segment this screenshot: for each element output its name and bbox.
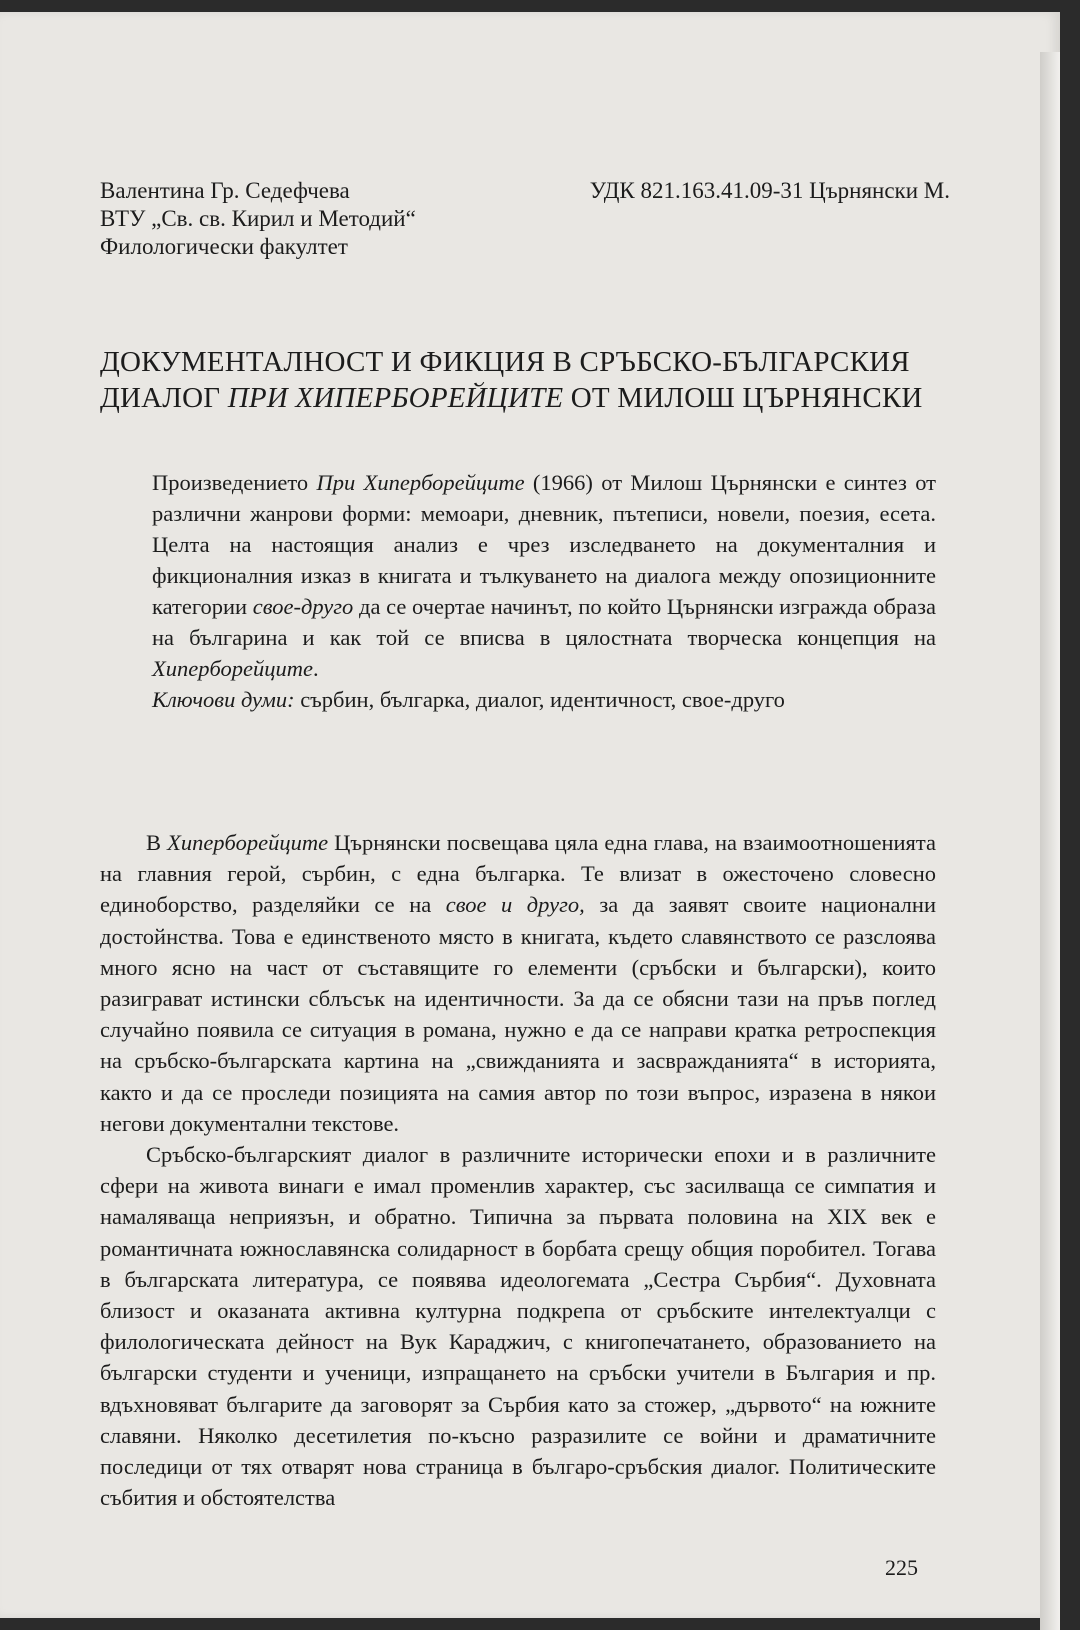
article-title xyxy=(100,344,950,416)
text: В xyxy=(146,830,168,855)
body-paragraph-1 xyxy=(100,827,936,1139)
title-line-1: ДОКУМЕНТАЛНОСТ И ФИКЦИЯ В СРЪБСКО-БЪЛГАРСКИЯ xyxy=(100,346,910,378)
italic-text: Хиперборейците xyxy=(167,830,329,855)
abstract xyxy=(152,467,936,715)
italic-text: свое и друго, xyxy=(445,892,585,918)
keywords-list: сърбин, българка, диалог, идентичност, свое-друго xyxy=(294,687,785,712)
page-edge xyxy=(1040,52,1060,1630)
abstract-paragraph xyxy=(152,467,936,684)
title-suffix: ОТ МИЛОШ ЦЪРНЯНСКИ xyxy=(563,382,923,414)
text: . xyxy=(312,656,319,681)
title-italic: ПРИ ХИПЕРБОРЕЙЦИТЕ xyxy=(227,382,564,414)
text: Църнянски посвещава цяла една глава, на взаимоотношенията на главния герой, сърбин, с една българка. Те влизат в ожесточено словесно единоборство, разделяйки се на xyxy=(100,830,936,918)
text: Произведението xyxy=(152,470,317,495)
italic-text: Хиперборейците xyxy=(152,656,313,681)
body-paragraph-2: Сръбско-българският диалог в различните исторически епохи и в различните сфери на живота винаги е имал променлив характер, със засилваща се симпатия и намаляваща неприязън, и обратно. Типична за първата половина на XIX век е романтичната южнославянска солидарност в борбата срещу общия поробител. Тогава в българската литература, се появява идеологемата „Сестра Сърбия“. Духовната близост и оказаната активна културна подкрепа от сръбските интелектуалци с филологическата дейност на Вук Караджич, с книгопечатането, образованието на български студенти и ученици, изпращането на сръбски учители в България и пр. вдъхновяват българите да заговорят за Сърбия като за стожер, „дървото“ на южните славяни. Няколко десетилетия по-късно разразилите се войни и драматичните последици от тях отварят нова страница в българо-сръбския диалог. Политическите събития и обстоятелства xyxy=(100,1142,936,1511)
page-number: 225 xyxy=(885,1555,918,1580)
keywords-label: Ключови думи: xyxy=(152,687,295,712)
title-prefix: ДИАЛОГ xyxy=(100,382,228,414)
text: за да заявят своите национални достойнства. Това е единственото място в книгата, където славянството се разслоява много ясно на част от съставящите го елементи (сръбски и български), които разиграват истински сблъсък на идентичности. За да се обясни тази на пръв поглед случайно появила се ситуация в романа, нужно е да се направи кратка ретроспекция на сръбско-българската картина на „свижданията и засвражданията“ в историята, както и да се проследи позицията на самия автор по този въпрос, изразена в някои негови документални текстове. xyxy=(100,892,936,1136)
italic-text: свое-друго xyxy=(252,594,354,619)
text: да се очертае начинът, по който Църнянски изгражда образа на българина и как той се вписва в цялостната творческа концепция на xyxy=(152,594,936,650)
institution: ВТУ „Св. св. Кирил и Методий“ xyxy=(100,206,416,231)
udk-code: УДК 821.163.41.09-31 Църнянски М. xyxy=(589,178,950,203)
author-name: Валентина Гр. Седефчева xyxy=(100,178,350,203)
book-page xyxy=(0,12,1060,1618)
body-text xyxy=(100,827,936,1513)
keywords xyxy=(152,684,936,715)
faculty: Филологически факултет xyxy=(100,234,348,259)
italic-text: При Хиперборейците xyxy=(316,470,525,495)
title-line-2 xyxy=(100,380,950,416)
author-info xyxy=(100,177,416,261)
text: (1966) от Милош Църнянски е синтез от различни жанрови форми: мемоари, дневник, пътеписи, новели, поезия, есета. Целта на настоящия анализ е чрез изследването на документалния и фикционалния изказ в книгата и тълкуването на диалога между опозиционните категории xyxy=(152,470,936,619)
